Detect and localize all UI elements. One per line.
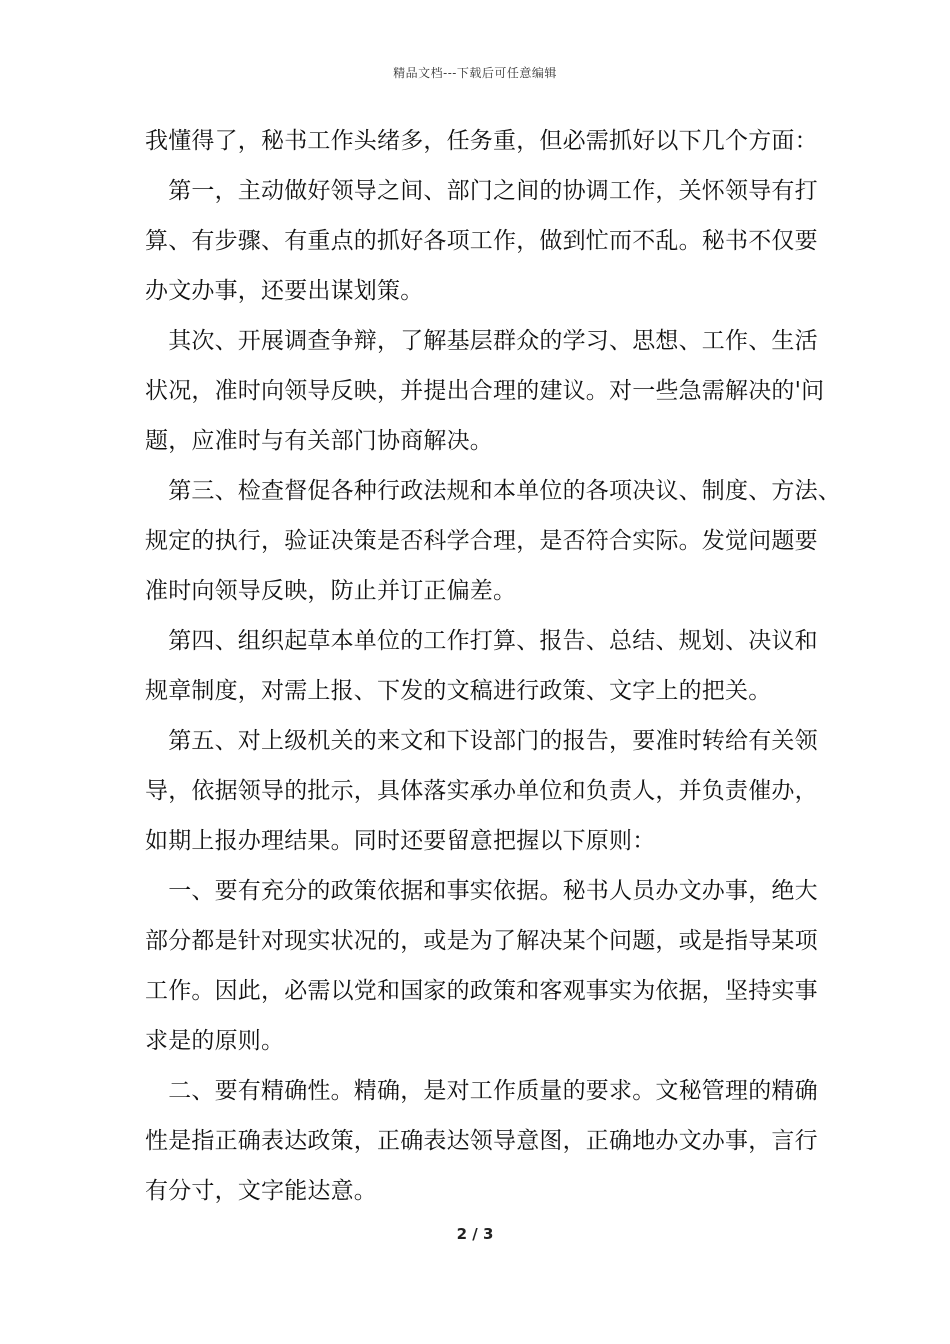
text-line: 办文办事，还要出谋划策。 (145, 278, 424, 304)
text-line: 题，应准时与有关部门协商解决。 (145, 428, 493, 454)
text-line: 导，依据领导的批示，具体落实承办单位和负责人，并负责催办， (145, 778, 818, 804)
text-line: 求是的原则。 (145, 1028, 285, 1054)
page-header: 精品文档---下载后可任意编辑 (393, 66, 557, 80)
text-line: 规章制度，对需上报、下发的文稿进行政策、文字上的把关。 (145, 678, 772, 704)
text-line: 性是指正确表达政策，正确表达领导意图，正确地办文办事，言行 (145, 1128, 818, 1154)
text-line: 一、要有充分的政策依据和事实依据。秘书人员办文办事，绝大 (145, 878, 818, 904)
text-line: 第四、组织起草本单位的工作打算、报告、总结、规划、决议和 (145, 628, 818, 654)
text-line: 有分寸，文字能达意。 (145, 1178, 377, 1204)
text-line: 准时向领导反映，防止并订正偏差。 (145, 578, 517, 604)
text-line: 第一，主动做好领导之间、部门之间的协调工作，关怀领导有打 (145, 178, 818, 204)
text-line: 其次、开展调查争辩，了解基层群众的学习、思想、工作、生活 (145, 328, 818, 354)
text-line: 如期上报办理结果。同时还要留意把握以下原则： (145, 828, 656, 854)
text-line: 状况，准时向领导反映，并提出合理的建议。对一些急需解决的'问 (145, 378, 825, 404)
text-line: 二、要有精确性。精确，是对工作质量的要求。文秘管理的精确 (145, 1078, 818, 1104)
text-line: 部分都是针对现实状况的，或是为了解决某个问题，或是指导某项 (145, 928, 818, 954)
text-line: 工作。因此，必需以党和国家的政策和客观事实为依据，坚持实事 (145, 978, 818, 1004)
text-line: 算、有步骤、有重点的抓好各项工作，做到忙而不乱。秘书不仅要 (145, 228, 818, 254)
text-line: 第三、检查督促各种行政法规和本单位的各项决议、制度、方法、 (145, 478, 841, 504)
page-number: 2 / 3 (456, 1225, 494, 1243)
text-line: 我懂得了，秘书工作头绪多，任务重，但必需抓好以下几个方面： (145, 128, 818, 154)
text-line: 规定的执行，验证决策是否科学合理，是否符合实际。发觉问题要 (145, 528, 818, 554)
text-line: 第五、对上级机关的来文和下设部门的报告，要准时转给有关领 (145, 728, 818, 754)
